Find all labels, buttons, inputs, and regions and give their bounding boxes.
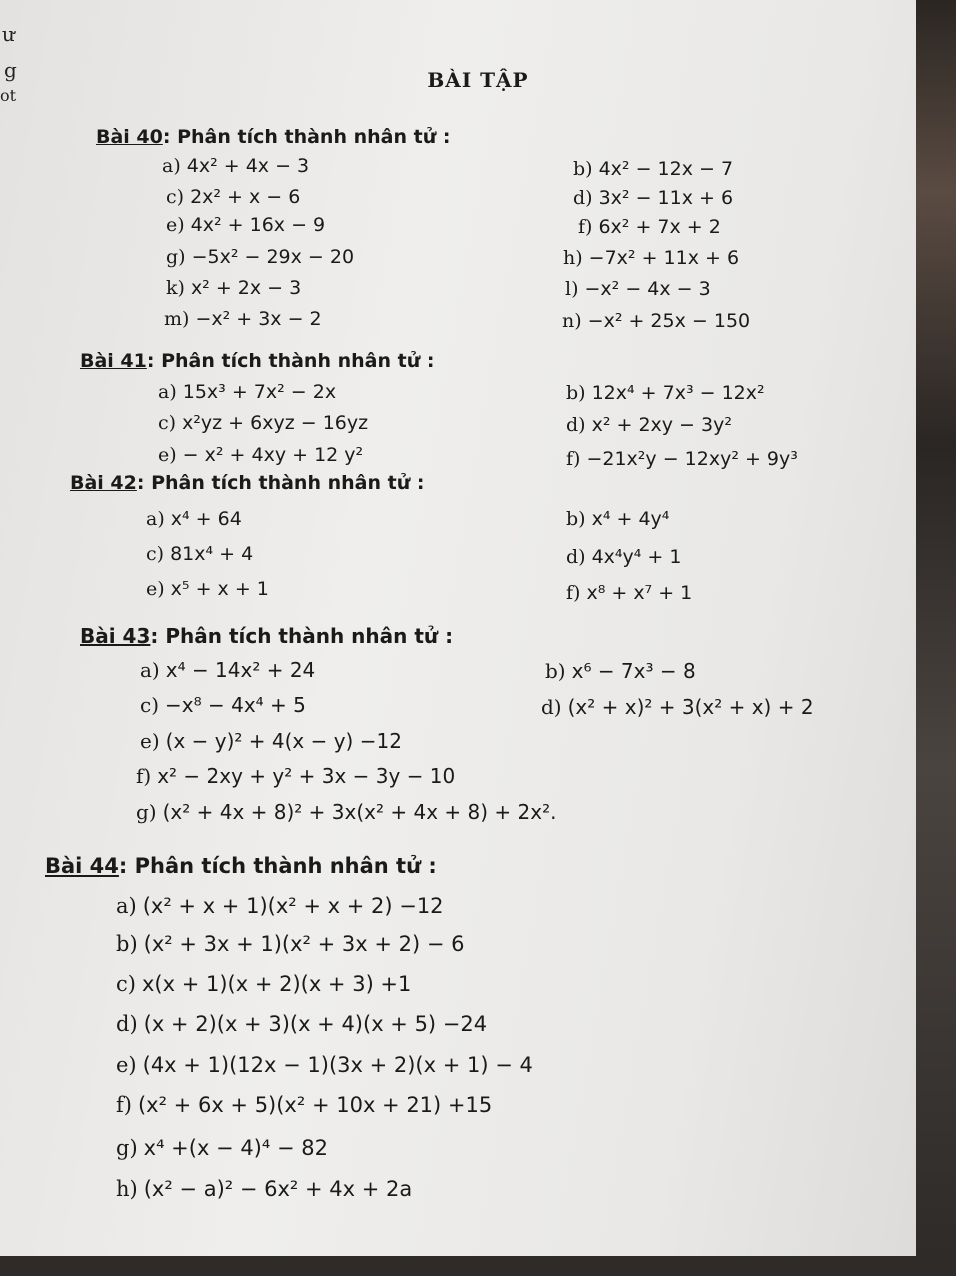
exercise-item: b) (x² + 3x + 1)(x² + 3x + 2) − 6 bbox=[116, 932, 465, 956]
background-surface-right bbox=[916, 0, 956, 1276]
exercise-item: a) x⁴ + 64 bbox=[146, 508, 242, 530]
margin-fragment-2: g bbox=[4, 58, 17, 82]
exercise-item: e) x⁵ + x + 1 bbox=[146, 578, 269, 600]
exercise-item: g) (x² + 4x + 8)² + 3x(x² + 4x + 8) + 2x². bbox=[136, 800, 557, 824]
exercise-item: c) 2x² + x − 6 bbox=[166, 186, 301, 208]
exercise-item: n) −x² + 25x − 150 bbox=[562, 310, 751, 332]
exercise-number: Bài 44 bbox=[45, 854, 119, 878]
exercise-item: f) x² − 2xy + y² + 3x − 3y − 10 bbox=[136, 764, 456, 788]
exercise-item: m) −x² + 3x − 2 bbox=[164, 308, 322, 330]
exercise-instruction: : Phân tích thành nhân tử : bbox=[146, 350, 435, 372]
exercise-40-heading bbox=[96, 126, 450, 148]
exercise-item: h) (x² − a)² − 6x² + 4x + 2a bbox=[116, 1177, 413, 1201]
exercise-item: b) 4x² − 12x − 7 bbox=[573, 158, 734, 180]
exercise-item: c) 81x⁴ + 4 bbox=[146, 543, 254, 565]
exercise-item: e) 4x² + 16x − 9 bbox=[166, 214, 326, 236]
exercise-item: g) −5x² − 29x − 20 bbox=[166, 246, 355, 268]
exercise-item: e) (4x + 1)(12x − 1)(3x + 2)(x + 1) − 4 bbox=[116, 1053, 533, 1077]
exercise-instruction: : Phân tích thành nhân tử : bbox=[136, 472, 425, 494]
exercise-item: h) −7x² + 11x + 6 bbox=[563, 247, 740, 269]
exercise-43-heading bbox=[80, 624, 453, 648]
exercise-item: f) −21x²y − 12xy² + 9y³ bbox=[566, 448, 798, 470]
exercise-item: a) 15x³ + 7x² − 2x bbox=[158, 381, 337, 403]
exercise-item: f) (x² + 6x + 5)(x² + 10x + 21) +15 bbox=[116, 1093, 493, 1117]
exercise-item: e) (x − y)² + 4(x − y) −12 bbox=[140, 729, 402, 753]
exercise-instruction: : Phân tích thành nhân tử : bbox=[162, 126, 451, 148]
exercise-item: k) x² + 2x − 3 bbox=[166, 277, 302, 299]
exercise-item: d) x² + 2xy − 3y² bbox=[566, 414, 732, 436]
exercise-item: b) 12x⁴ + 7x³ − 12x² bbox=[566, 382, 765, 404]
exercise-item: c) −x⁸ − 4x⁴ + 5 bbox=[140, 693, 306, 717]
exercise-item: a) x⁴ − 14x² + 24 bbox=[140, 658, 316, 682]
exercise-item: l) −x² − 4x − 3 bbox=[565, 278, 711, 300]
margin-fragment-3: ot bbox=[0, 86, 17, 105]
exercise-number: Bài 41 bbox=[80, 350, 147, 372]
exercise-item: e) − x² + 4xy + 12 y² bbox=[158, 444, 364, 466]
exercise-item: a) 4x² + 4x − 3 bbox=[162, 155, 310, 177]
exercise-instruction: : Phân tích thành nhân tử : bbox=[150, 624, 454, 648]
exercise-44-heading bbox=[45, 854, 437, 878]
exercise-42-heading bbox=[70, 472, 424, 494]
exercise-item: a) (x² + x + 1)(x² + x + 2) −12 bbox=[116, 894, 444, 918]
exercise-item: g) x⁴ +(x − 4)⁴ − 82 bbox=[116, 1136, 328, 1160]
exercise-41-heading bbox=[80, 350, 434, 372]
exercise-item: b) x⁶ − 7x³ − 8 bbox=[545, 659, 696, 683]
exercise-item: c) x(x + 1)(x + 2)(x + 3) +1 bbox=[116, 972, 412, 996]
bleed-through-text bbox=[470, 175, 475, 194]
background-surface-bottom bbox=[0, 1256, 956, 1276]
exercise-number: Bài 43 bbox=[80, 624, 151, 648]
page-title: BÀI TẬP bbox=[427, 68, 529, 92]
exercise-item: c) x²yz + 6xyz − 16yz bbox=[158, 412, 369, 434]
margin-fragment-1: ư bbox=[2, 22, 15, 46]
exercise-item: f) x⁸ + x⁷ + 1 bbox=[566, 582, 693, 604]
exercise-item: f) 6x² + 7x + 2 bbox=[578, 216, 721, 238]
exercise-number: Bài 40 bbox=[96, 126, 163, 148]
exercise-item: d) 3x² − 11x + 6 bbox=[573, 187, 734, 209]
exercise-item: b) x⁴ + 4y⁴ bbox=[566, 508, 670, 530]
exercise-item: d) (x² + x)² + 3(x² + x) + 2 bbox=[541, 695, 814, 719]
exercise-item: d) (x + 2)(x + 3)(x + 4)(x + 5) −24 bbox=[116, 1012, 488, 1036]
exercise-number: Bài 42 bbox=[70, 472, 137, 494]
exercise-item: d) 4x⁴y⁴ + 1 bbox=[566, 546, 682, 568]
exercise-instruction: : Phân tích thành nhân tử : bbox=[118, 854, 437, 878]
